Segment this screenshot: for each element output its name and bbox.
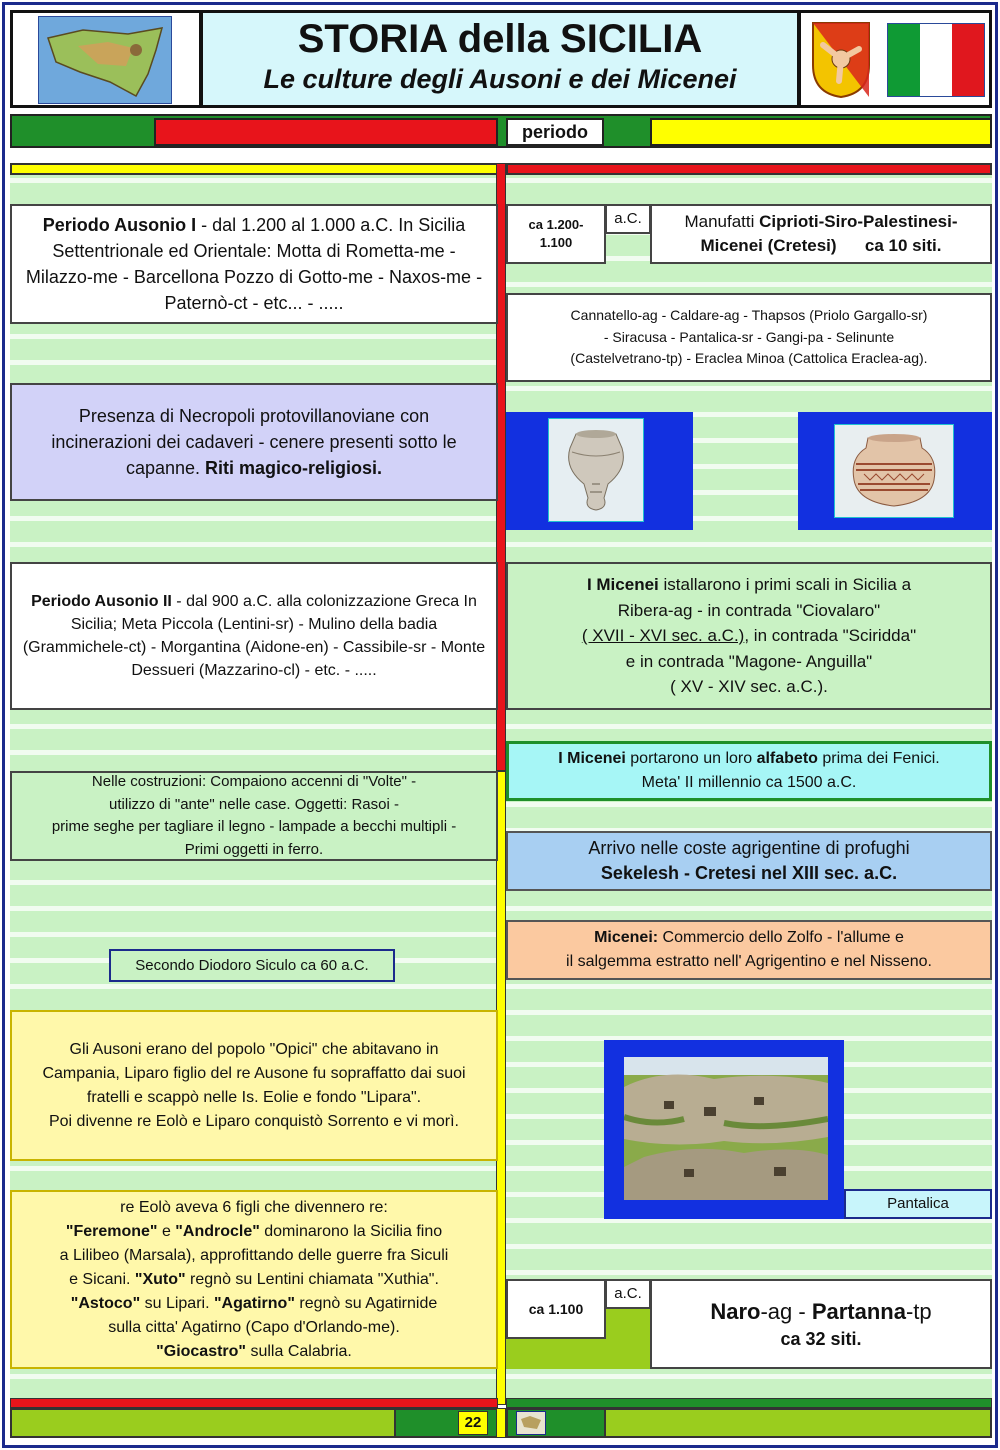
vase-panel-1 [506,412,693,530]
vase-panel-2 [798,412,992,530]
micenei-scali-line-2: Ribera-ag - in contrada "Ciovalaro" [617,600,881,620]
profughi-line-1: Arrivo nelle coste agrigentine di profughi [588,837,910,858]
partanna-name: Partanna [811,1299,906,1324]
header-title-cell [200,10,800,108]
micenei-scali-date-underlined: ( XVII - XVI sec. a.C.) [581,626,745,646]
date-box-1 [506,204,606,264]
ausonio-2-text: - dal 900 a.C. alla colonizzazione Greca In Sicilia; Meta Piccola (Lentini-sr) - Mulino della badia (Grammichele-ct) - Morgantina (Aidone-en) - Cassibile-sr - Monte Dessueri (Mazzarino-cl) - etc. - ..... [22,592,486,680]
page-number-box [458,1411,488,1435]
costruzioni-box [10,771,498,861]
manufatti-box [650,204,992,264]
page-number: 22 [464,1414,482,1431]
period-bar-red [154,118,498,146]
ausoni-line-4: Poi divenne re Eolò e Liparo conquistò Sorrento e vi morì. [48,1112,459,1130]
alfabeto-line-2: Meta' II millennio ca 1500 a.C. [641,774,857,791]
eolo-text: e [157,1222,176,1240]
alfabeto-lead: I Micenei [558,750,626,767]
micenei-scali-text: , in contrada "Sciridda" [744,626,917,646]
eolo-box [10,1190,498,1369]
period-label: periodo [522,122,588,142]
right-top-stripe [506,163,992,175]
date-ac-box-2 [605,1279,651,1309]
eolo-xuto: "Xuto" [134,1270,186,1288]
period-bar-yellow [650,118,992,146]
ausonio-2-lead: Periodo Ausonio II [31,592,172,610]
diodoro-label: Secondo Diodoro Siculo ca 60 a.C. [135,956,369,974]
header-emblem-cell [798,10,992,108]
ausoni-line-1: Gli Ausoni erano del popolo "Opici" che abitavano in [69,1040,439,1058]
date-box-2 [506,1279,606,1339]
alfabeto-box [506,741,992,801]
necropoli-box [10,383,498,501]
naro-box [650,1279,992,1369]
micenei-scali-lead: I Micenei [586,575,659,595]
eolo-text: regnò su Lentini chiamata "Xuthia". [185,1270,439,1288]
page-title: STORIA della SICILIA [297,17,703,61]
costruzioni-line-1: Nelle costruzioni: Compaiono accenni di "Volte" - [91,773,417,790]
micenei-scali-line-5: ( XV - XIV sec. a.C.). [670,677,828,697]
micenei-scali-text: istallarono i primi scali in Sicilia a [658,575,912,595]
zolfo-lead: Micenei: [594,929,659,946]
ausoni-opici-box [10,1010,498,1161]
eolo-text: regnò su Agatirnide [294,1294,438,1312]
eolo-text: e Sicani. [69,1270,135,1288]
eolo-giocastro: "Giocastro" [156,1342,247,1360]
alfabeto-bold: alfabeto [756,750,818,767]
date-2-range: ca 1.100 [528,1300,584,1317]
costruzioni-line-3: prime seghe per tagliare il legno - lampade a becchi multipli - [51,818,457,835]
eolo-line-1: re Eolò aveva 6 figli che divennero re: [120,1198,388,1216]
costruzioni-line-2: utilizzo di "ante" nelle case. Oggetti: Rasoi - [109,795,399,813]
siti-1-line-2: - Siracusa - Pantalica-sr - Gangi-pa - Selinunte [603,328,895,345]
eolo-text: su Lipari. [140,1294,214,1312]
siti-1-line-3: (Castelvetrano-tp) - Eraclea Minoa (Cattolica Eraclea-ag). [570,350,928,367]
naro-name: Naro [710,1299,761,1324]
alfabeto-text: prima dei Fenici. [817,750,940,767]
date-1-range-a: ca 1.200- [528,216,584,232]
eolo-androcle: "Androcle" [175,1222,260,1240]
eolo-agatirno: "Agatirno" [213,1294,295,1312]
footer-yellow-divider [496,1408,506,1438]
date-2-ac: a.C. [614,1285,642,1302]
date-ac-box-1 [605,204,651,234]
micenei-scali-box [506,562,992,710]
zolfo-line-2: il salgemma estratto nell' Agrigentino e nel Nisseno. [566,953,932,970]
ausonio-2-box [10,562,498,710]
eolo-line-3: a Lilibeo (Marsala), approfittando delle guerre fra Siculi [59,1246,449,1264]
naro-siti: ca 32 siti. [780,1328,862,1349]
zolfo-text: Commercio dello Zolfo - l'allume e [658,929,904,946]
naro-text: -ag - [760,1299,812,1324]
necropoli-text: Presenza di Necropoli protovillanoviane con incinerazioni dei cadaveri - cenere presenti sotto le capanne. [51,405,457,479]
eolo-text: dominarono la Sicilia fino [259,1222,443,1240]
trinacria-icon [809,19,873,99]
date-1-ac: a.C. [614,210,642,227]
ausonio-1-box [10,204,498,324]
siti-1-box [506,293,992,382]
footer-bar-left [10,1408,396,1438]
profughi-box [506,831,992,891]
alfabeto-text: portarono un loro [625,750,757,767]
page-subtitle: Le culture degli Ausoni e dei Micenei [263,64,737,94]
page-thumbnail-icon[interactable] [516,1411,546,1435]
profughi-line-2: Sekelesh - Cretesi nel XIII sec. a.C. [600,863,898,883]
footer-thumb-cell [506,1408,606,1438]
micenei-scali-line-4: e in contrada "Magone- Anguilla" [625,651,873,671]
right-bottom-stripe [506,1398,992,1408]
eolo-line-6: sulla citta' Agatirno (Capo d'Orlando-me). [108,1318,400,1336]
necropoli-bold: Riti magico-religiosi. [205,458,383,479]
eolo-astoco: "Astoco" [70,1294,141,1312]
costruzioni-line-4: Primi oggetti in ferro. [184,840,324,858]
eolo-text: sulla Calabria. [246,1342,352,1360]
manufatti-bold-1: Ciprioti-Siro-Palestinesi- [759,212,958,232]
header-map-cell [10,10,202,108]
vase-icon [834,424,954,518]
naro-text: -tp [905,1299,932,1324]
manufatti-pre: Manufatti [684,212,760,232]
pantalica-caption: Pantalica [887,1195,949,1212]
ausonio-1-lead: Periodo Ausonio I [42,214,197,235]
ausoni-line-3: fratelli e scappò nelle Is. Eolie e fondo "Lipara". [86,1088,422,1106]
siti-1-line-1: Cannatello-ag - Caldare-ag - Thapsos (Priolo Gargallo-sr) [570,306,928,323]
manufatti-bold-2: Micenei (Cretesi) [700,236,837,255]
ausoni-line-2: Campania, Liparo figlio del re Ausone fu sopraffatto dai suoi [42,1064,466,1082]
zolfo-box [506,920,992,980]
italy-flag-icon [887,23,985,97]
date-1-range-b: 1.100 [539,235,573,250]
diodoro-box [109,949,395,982]
pantalica-photo-frame [604,1040,844,1219]
left-top-stripe [10,163,498,175]
pantalica-caption-box [844,1189,992,1219]
left-bottom-stripe [10,1398,498,1408]
sicily-map-icon [38,16,172,104]
period-label-box [506,118,604,146]
footer-bar-right [604,1408,992,1438]
vase-icon [548,418,644,522]
landscape-photo-icon [624,1057,828,1200]
manufatti-bold-3: ca 10 siti. [864,236,942,255]
ausonio-1-text: - dal 1.200 al 1.000 a.C. In Sicilia Settentrionale ed Orientale: Motta di Rometta-me - Milazzo-me - Barcellona Pozzo di Gotto-me - Naxos-me - Paternò-ct - etc... - ..... [25,214,483,314]
eolo-feremone: "Feremone" [65,1222,158,1240]
